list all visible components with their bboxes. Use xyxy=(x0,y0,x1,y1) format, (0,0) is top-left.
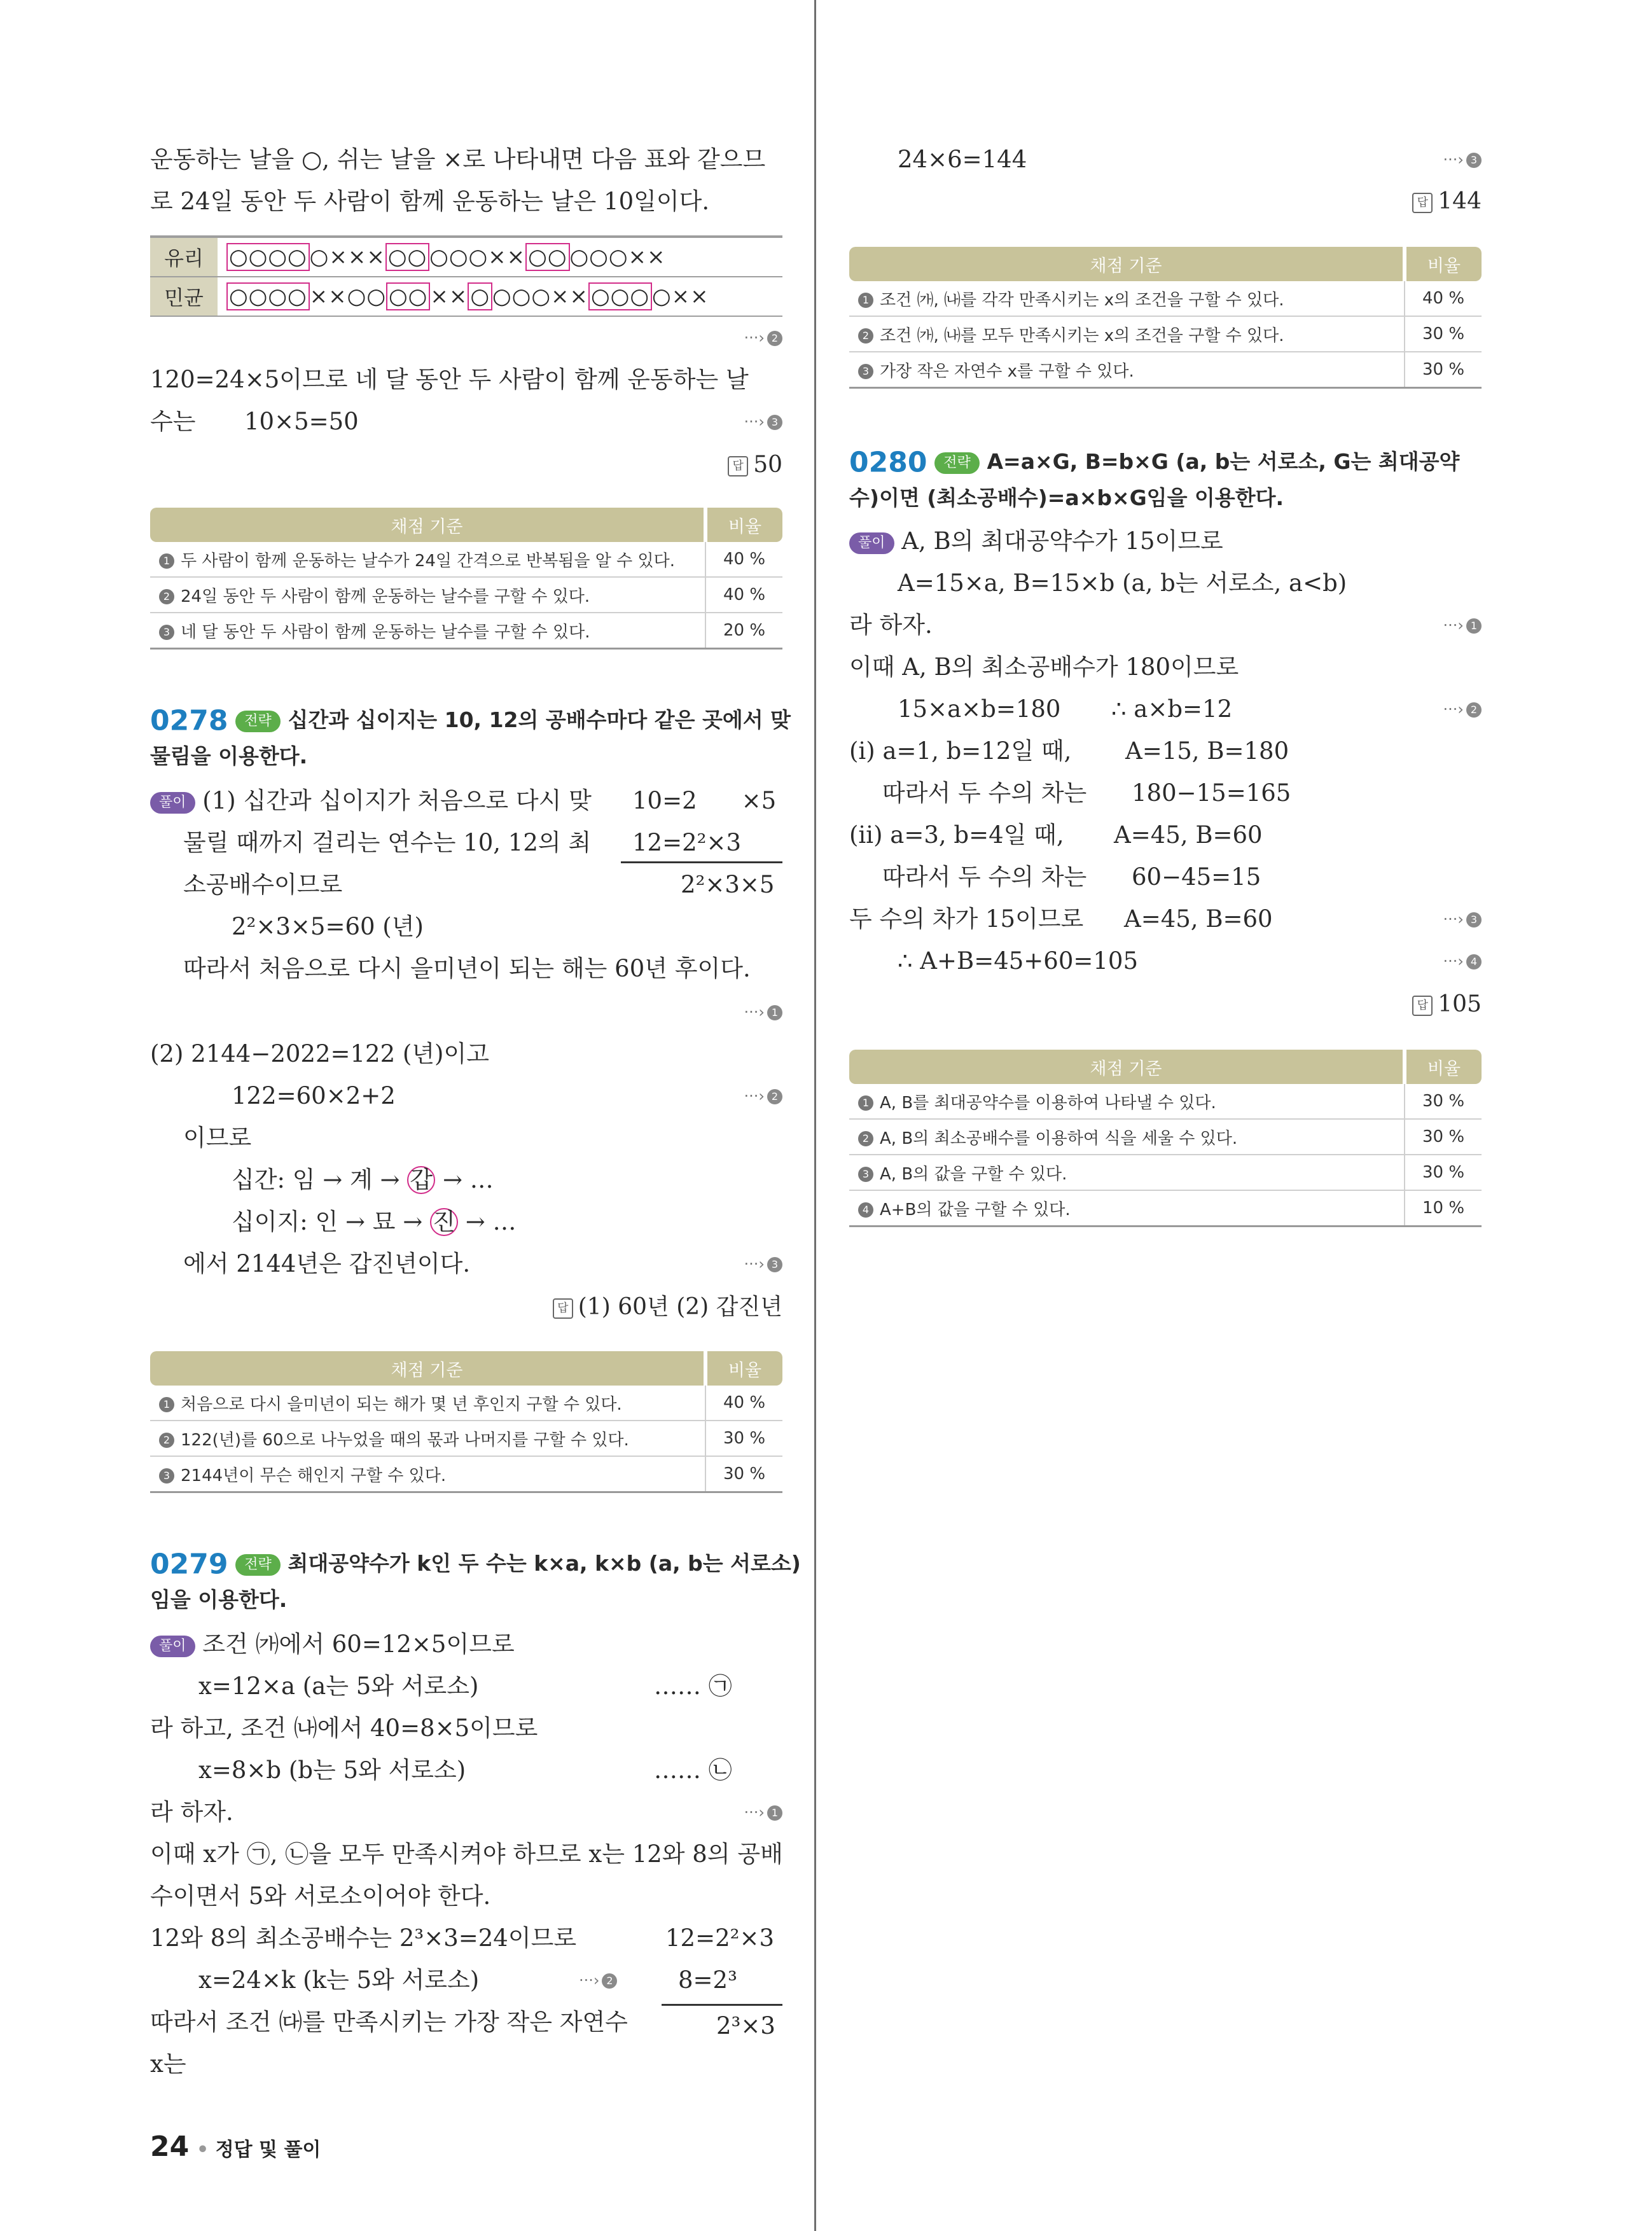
table-row: 2 조건 ㈎, ㈏를 모두 만족시키는 x의 조건을 구할 수 있다. 30 % xyxy=(849,316,1482,352)
step-marker: ···› 2 xyxy=(1443,693,1482,725)
step-marker: ···› 2 xyxy=(744,322,782,354)
intro-line-1: 운동하는 날을 ○, 쉬는 날을 ×로 나타내면 다음 표와 같으므 xyxy=(150,146,766,173)
table-row: 2 A, B의 최소공배수를 이용하여 식을 세울 수 있다. 30 % xyxy=(849,1119,1482,1155)
solution-line: 소공배수이므로 xyxy=(183,871,343,898)
solution-line: 에서 2144년은 갑진년이다. xyxy=(183,1250,471,1277)
table-row: 1 처음으로 다시 을미년이 되는 해가 몇 년 후인지 구할 수 있다. 40 % xyxy=(150,1386,782,1421)
answer-icon: 답 xyxy=(1412,996,1433,1016)
answer-icon: 답 xyxy=(728,456,748,476)
solution-line: A=15×a, B=15×b (a, b는 서로소, a<b) xyxy=(898,569,1347,597)
strategy-text: 물림을 이용한다. xyxy=(150,744,308,768)
solution-line: 180−15=165 xyxy=(1132,779,1291,807)
solution-line: 이때 A, B의 최소공배수가 180이므로 xyxy=(849,653,1239,681)
solution-line: A=45, B=60 xyxy=(1124,905,1273,933)
calc-line: 수는 xyxy=(150,408,196,435)
problem-number: 0280 xyxy=(849,446,927,479)
answer-line: 답 105 xyxy=(1412,989,1482,1020)
solution-line: (ⅱ) a=3, b=4일 때, xyxy=(849,821,1064,849)
table-row: 2 24일 동안 두 사람이 함께 운동하는 날수를 구할 수 있다. 40 % xyxy=(150,577,782,613)
answer-icon: 답 xyxy=(1412,193,1433,213)
calc-line: 120=24×5이므로 네 달 동안 두 사람이 함께 운동하는 날 xyxy=(150,366,749,393)
solution-line: 24×6=144 xyxy=(898,146,1027,173)
grading-table-3: 채점 기준 비율 1 조건 ㈎, ㈏를 각각 만족시키는 x의 조건을 구할 수 있다. 40 % 2 조건 ㈎, ㈏를 모두 만족시키는 x의 조건을 구할 수 있다. 30 % 3 가장 작은 자연수 x를 구할 수 있다. 30 % xyxy=(849,247,1482,389)
solution-line: A=45, B=60 xyxy=(1114,821,1263,849)
answer-icon: 답 xyxy=(553,1298,573,1319)
table-row xyxy=(150,277,782,316)
strategy-text: 최대공약수가 k인 두 수는 k×a, k×b (a, b는 서로소) xyxy=(288,1551,801,1576)
strategy-text: 임을 이용한다. xyxy=(150,1587,288,1612)
step-marker: ···› 1 xyxy=(744,996,782,1028)
page-divider xyxy=(814,0,816,2231)
calc-result: 10×5=50 xyxy=(244,408,359,435)
solution-line: x=12×a (a는 5와 서로소) xyxy=(198,1672,479,1700)
solution-badge: 풀이 xyxy=(150,792,195,814)
table-row: 3 A, B의 값을 구할 수 있다. 30 % xyxy=(849,1155,1482,1190)
factorization: 12=2²×3 xyxy=(665,1924,774,1952)
solution-line: ∴ A+B=45+60=105 xyxy=(898,947,1139,975)
equation-tag: …… ㉡ xyxy=(654,1756,732,1784)
attendance-table xyxy=(150,235,782,317)
problem-number: 0278 xyxy=(150,704,228,737)
solution-line: 60−45=15 xyxy=(1132,863,1261,891)
solution-line: 따라서 조건 ㈐를 만족시키는 가장 작은 자연수 xyxy=(150,2008,628,2036)
factorization: 8=2³ xyxy=(678,1966,737,1994)
problem-0279-header xyxy=(150,1547,801,1581)
table-row: 3 네 달 동안 두 사람이 함께 운동하는 날수를 구할 수 있다. 20 % xyxy=(150,613,782,649)
strategy-text: 수)이면 (최소공배수)=a×b×G임을 이용한다. xyxy=(849,485,1284,510)
solution-line: 십이지: 인 → 묘 → 진 → … xyxy=(232,1208,517,1235)
solution-line: 라 하자. xyxy=(849,611,933,639)
problem-number: 0279 xyxy=(150,1548,228,1581)
factorization: 2²×3×5 xyxy=(681,871,775,898)
strategy-badge: 전략 xyxy=(235,1554,281,1576)
solution-line: 풀이 조건 ㈎에서 60=12×5이므로 xyxy=(150,1629,515,1660)
page-footer: 24 • 정답 및 풀이 xyxy=(150,2130,321,2163)
grading-table-1: 채점 기준 비율 1 두 사람이 함께 운동하는 날수가 24일 간격으로 반복됨을 알 수 있다. 40 % 2 24일 동안 두 사람이 함께 운동하는 날수를 구할 수 있다. 40 % 3 네 달 동안 두 사람이 함께 운동하는 날수를 구할 수 있다. 20 % xyxy=(150,508,782,650)
footer-title: 정답 및 풀이 xyxy=(215,2139,321,2161)
step-marker: ···› 1 xyxy=(744,1797,782,1828)
solution-line: 12와 8의 최소공배수는 2³×3=24이므로 xyxy=(150,1924,577,1952)
solution-line: (2) 2144−2022=122 (년)이고 xyxy=(150,1040,489,1067)
solution-line: 122=60×2+2 xyxy=(232,1082,396,1109)
factorization: 12=2²×3 xyxy=(632,829,741,856)
solution-line: 따라서 두 수의 차는 xyxy=(882,863,1087,891)
step-marker: ···› 3 xyxy=(744,1248,782,1280)
solution-line: 풀이 A, B의 최대공약수가 15이므로 xyxy=(849,525,1223,557)
table-row: 1 두 사람이 함께 운동하는 날수가 24일 간격으로 반복됨을 알 수 있다. 40 % xyxy=(150,542,782,577)
solution-line: x=24×k (k는 5와 서로소) xyxy=(198,1966,480,1994)
solution-line: A=15, B=180 xyxy=(1125,737,1289,765)
solution-badge: 풀이 xyxy=(150,1636,195,1657)
division-rule xyxy=(621,861,782,863)
solution-line: 따라서 처음으로 다시 을미년이 되는 해는 60년 후이다. xyxy=(183,955,751,982)
table-row: 3 2144년이 무슨 해인지 구할 수 있다. 30 % xyxy=(150,1456,782,1492)
strategy-text: A=a×G, B=b×G (a, b는 서로소, G는 최대공약 xyxy=(987,449,1460,474)
grading-table-2: 채점 기준 비율 1 처음으로 다시 을미년이 되는 해가 몇 년 후인지 구할 수 있다. 40 % 2 122(년)를 60으로 나누었을 때의 몫과 나머지를 구할 수 있다. 30 % 3 2144년이 무슨 해인지 구할 수 있다. 30 % xyxy=(150,1351,782,1493)
solution-badge: 풀이 xyxy=(849,532,894,554)
solution-line: (ⅰ) a=1, b=12일 때, xyxy=(849,737,1072,765)
problem-0280-header xyxy=(849,445,1459,479)
solution-line: 수이면서 5와 서로소이어야 한다. xyxy=(150,1882,491,1910)
table-row xyxy=(150,237,782,277)
factorization: 2³×3 xyxy=(716,2012,775,2040)
factorization: 10=2 ×5 xyxy=(632,787,777,814)
row-name: 민균 xyxy=(150,277,218,316)
table-row: 1 A, B를 최대공약수를 이용하여 나타낼 수 있다. 30 % xyxy=(849,1084,1482,1119)
table-row: 3 가장 작은 자연수 x를 구할 수 있다. 30 % xyxy=(849,352,1482,388)
solution-line: ∴ a×b=12 xyxy=(1111,695,1233,723)
solution-line: 두 수의 차가 15이므로 xyxy=(849,905,1084,933)
step-marker: ···› 2 xyxy=(579,1964,623,1996)
division-rule xyxy=(662,2004,782,2006)
equation-tag: …… ㉠ xyxy=(654,1672,732,1700)
answer-line: 답 144 xyxy=(1412,186,1482,218)
row-sequence: ○○○○ ○××× ○○ ○○○×× ○○ ○○○×× xyxy=(218,237,782,277)
solution-line: 15×a×b=180 xyxy=(898,695,1061,723)
solution-line: 라 하고, 조건 ㈏에서 40=8×5이므로 xyxy=(150,1714,538,1742)
row-sequence: ○○○○ ××○○ ○○ ×× ○ ○○○×× ○○○ ○×× xyxy=(218,277,782,316)
solution-line: 이므로 xyxy=(183,1124,252,1151)
answer-line: 답 (1) 60년 (2) 갑진년 xyxy=(553,1291,782,1323)
solution-line: 이때 x가 ㉠, ㉡을 모두 만족시켜야 하므로 x는 12와 8의 공배 xyxy=(150,1840,783,1868)
strategy-text: 십간과 십이지는 10, 12의 공배수마다 같은 곳에서 맞 xyxy=(288,707,791,732)
solution-line: x는 xyxy=(150,2050,186,2078)
solution-line: 십간: 임 → 계 → 갑 → … xyxy=(232,1166,494,1193)
strategy-badge: 전략 xyxy=(934,452,980,474)
solution-line: 2²×3×5=60 (년) xyxy=(232,913,424,940)
answer-line: 답 50 xyxy=(728,449,782,481)
step-marker: ···› 2 xyxy=(744,1080,782,1112)
table-row: 4 A+B의 값을 구할 수 있다. 10 % xyxy=(849,1190,1482,1227)
solution-line: 물릴 때까지 걸리는 연수는 10, 12의 최 xyxy=(183,829,592,856)
step-marker: ···› 1 xyxy=(1443,609,1482,641)
intro-line-2: 로 24일 동안 두 사람이 함께 운동하는 날은 10일이다. xyxy=(150,188,710,215)
step-marker: ···› 3 xyxy=(1443,144,1482,176)
table-row: 1 조건 ㈎, ㈏를 각각 만족시키는 x의 조건을 구할 수 있다. 40 % xyxy=(849,281,1482,316)
row-name: 유리 xyxy=(150,237,218,277)
grading-table-4: 채점 기준 비율 1 A, B를 최대공약수를 이용하여 나타낼 수 있다. 30 % 2 A, B의 최소공배수를 이용하여 식을 세울 수 있다. 30 % 3 A, B의 값을 구할 수 있다. 30 % 4 A+B의 값을 구할 수 있다. 10 % xyxy=(849,1050,1482,1227)
step-marker: ···› 4 xyxy=(1443,945,1482,977)
solution-line: 라 하자. xyxy=(150,1798,233,1826)
step-marker: ···› 3 xyxy=(1443,903,1482,935)
step-marker: ···› 3 xyxy=(744,406,782,438)
page-number: 24 xyxy=(150,2130,190,2163)
solution-line: x=8×b (b는 5와 서로소) xyxy=(198,1756,466,1784)
problem-0278-header xyxy=(150,704,791,737)
solution-line: 풀이 (1) 십간과 십이지가 처음으로 다시 맞 xyxy=(150,785,592,817)
table-row: 2 122(년)를 60으로 나누었을 때의 몫과 나머지를 구할 수 있다. 30 % xyxy=(150,1421,782,1456)
solution-line: 따라서 두 수의 차는 xyxy=(882,779,1087,807)
strategy-badge: 전략 xyxy=(235,711,281,732)
